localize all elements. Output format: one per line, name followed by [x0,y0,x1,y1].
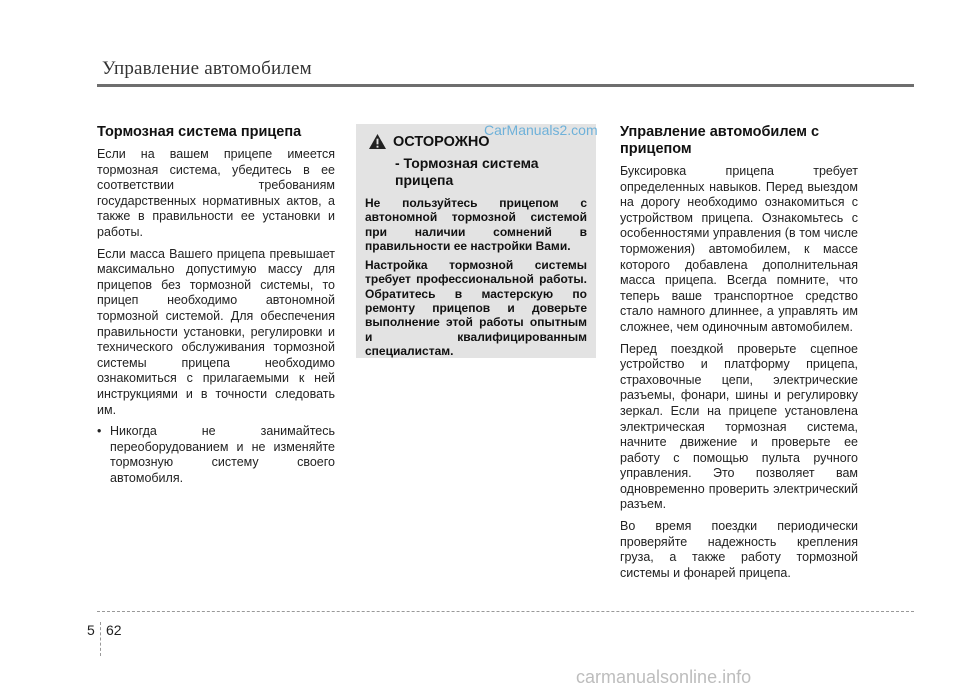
header-divider [97,84,914,87]
right-column [620,124,858,587]
warning-box [356,124,596,358]
bullet-text: Никогда не занимайтесь переоборудованием и не изменяйте тормозную систему своего автомобиля. [110,424,335,485]
paragraph: Если на вашем прицепе имеется тормозная система, убедитесь в ее соответствии требованиям государственных нормативных актов, а также в правильности ее установки и работы. [97,147,335,239]
section-heading-trailer-brakes: Тормозная система прицепа [97,124,302,140]
footer-watermark: carmanualsonline.info [576,667,752,687]
footer-divider [97,611,914,612]
paragraph: Буксировка прицепа требует определенных навыков. Перед выездом на дорогу необходимо ознакомиться с устройством прицепа. Ознакомьтесь с особенностями управления (в том числе торможения) автомобилем, к массе которого добавлена дополнительная масса прицепа. Всегда помните, что теперь ваше транспортное средство стало намного длиннее, а управлять им сложнее, чем одиночным автомобилем. [620,164,858,334]
paragraph: Перед поездкой проверьте сцепное устройство и платформу прицепа, страховочные цепи, электрические разъемы, фонари, шины и регулировку зеркал. Если на прицепе установлена электрическая тормозная система, начните движение и проверьте ее работу с помощью пульта ручного управления. Это позволяет вам одновременно проверить электрический разъем. [620,341,858,512]
warning-paragraph: Не пользуйтесь прицепом с автономной тормозной системой при наличии сомнений в правильности ее настройки Вами. [365,196,587,253]
watermark: CarManuals2.com [484,122,598,138]
section-heading-towing: Управление автомобилем с прицепом [620,124,820,157]
bullet-dot: • [97,424,102,439]
paragraph: Во время поездки периодически проверяйте надежность крепления груза, а также работу тормозной системы и фонарей прицепа. [620,519,858,580]
page-header-title: Управление автомобилем [102,58,312,79]
warning-triangle-icon [368,133,387,150]
page-number: 62 [106,622,122,638]
left-column [97,124,335,486]
page-number-separator [100,622,101,656]
warning-subtitle: - Тормозная система прицепа [395,155,539,188]
bullet-item [97,424,335,486]
chapter-number: 5 [87,622,95,638]
paragraph: Если масса Вашего прицепа превышает максимально допустимую массу для прицепов без тормозной системы, то прицеп необходимо автономной тормозной системой. Для обеспечения правильности установки, регулировки и технического обслуживания тормозной системы прицепа необходимо ознакомиться с прилагаемыми к ней инструкциями и в точности следовать им. [97,246,335,417]
warning-paragraph: Настройка тормозной системы требует профессиональной работы. Обратитесь в мастерскую по ремонту прицепов и доверьте выполнение этой работы опытным и квалифицированным специалистам. [365,258,587,358]
warning-title: ОСТОРОЖНО [393,133,490,150]
